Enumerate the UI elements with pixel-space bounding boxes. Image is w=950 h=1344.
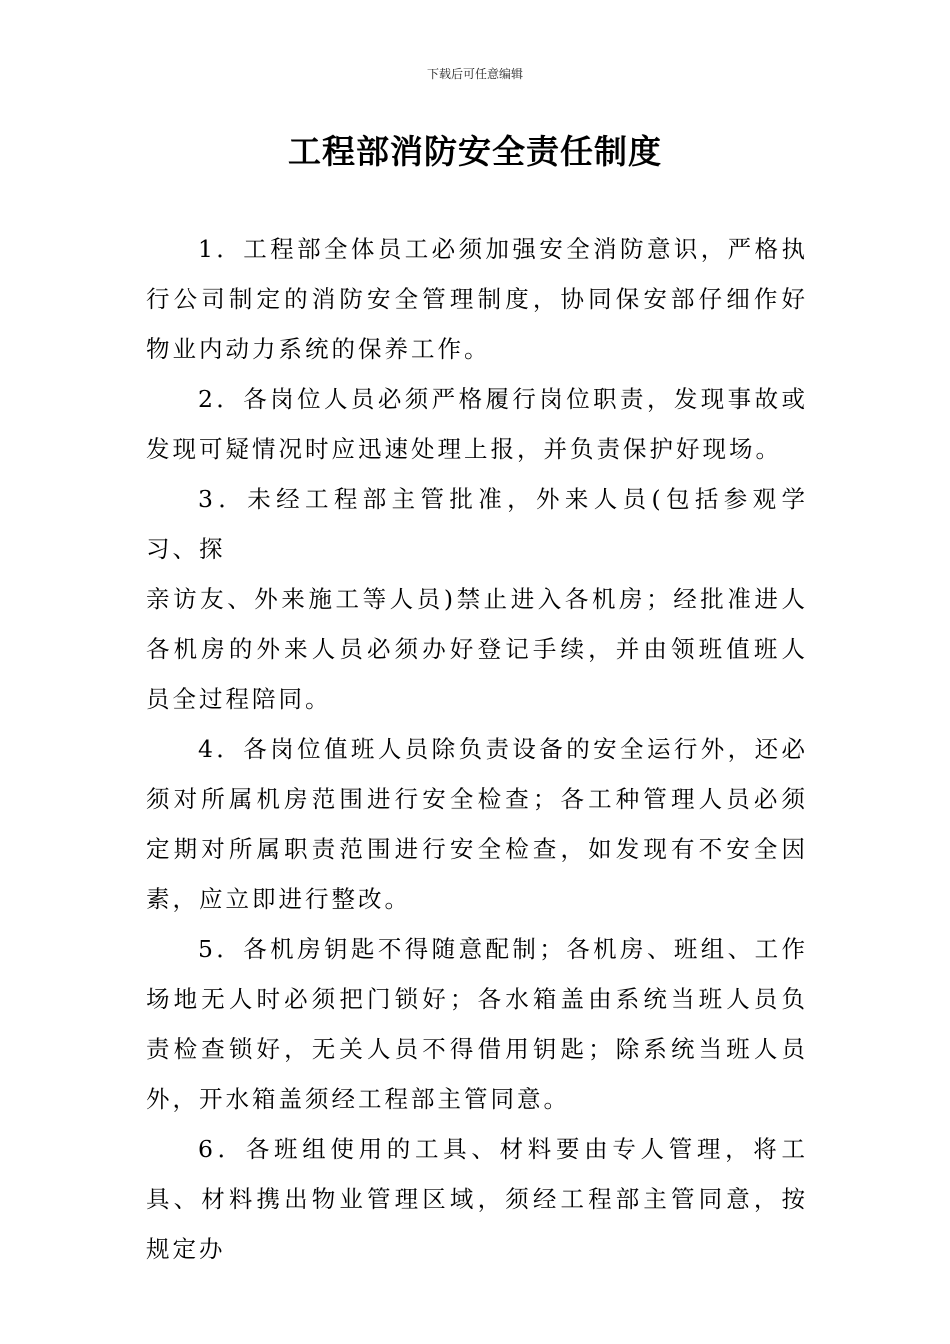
paragraph-5: 5．各机房钥匙不得随意配制；各机房、班组、工作场地无人时必须把门锁好；各水箱盖由系统当班人员负责检查锁好，无关人员不得借用钥匙；除系统当班人员外，开水箱盖须经工程部主管同意。 [146, 935, 808, 1113]
paragraph-3: 3．未经工程部主管批准，外来人员(包括参观学习、探 [146, 485, 808, 563]
header-note: 下载后可任意编辑 [426, 67, 523, 81]
paragraph-3-continued: 亲访友、外来施工等人员)禁止进入各机房；经批准进人各机房的外来人员必须办好登记手续，并由领班值班人员全过程陪同。 [146, 585, 808, 713]
paragraph-4: 4．各岗位值班人员除负责设备的安全运行外，还必须对所属机房范围进行安全检查；各工种管理人员必须定期对所属职责范围进行安全检查，如发现有不安全因素，应立即进行整改。 [146, 735, 808, 913]
paragraph-2: 2．各岗位人员必须严格履行岗位职责，发现事故或发现可疑情况时应迅速处理上报，并负责保护好现场。 [146, 385, 808, 463]
paragraph-6: 6．各班组使用的工具、材料要由专人管理，将工具、材料携出物业管理区域，须经工程部主管同意，按规定办 [146, 1135, 808, 1263]
document-title: 工程部消防安全责任制度 [288, 132, 662, 171]
paragraph-1: 1．工程部全体员工必须加强安全消防意识，严格执行公司制定的消防安全管理制度，协同保安部仔细作好物业内动力系统的保养工作。 [146, 235, 808, 363]
document-body [146, 224, 808, 1274]
